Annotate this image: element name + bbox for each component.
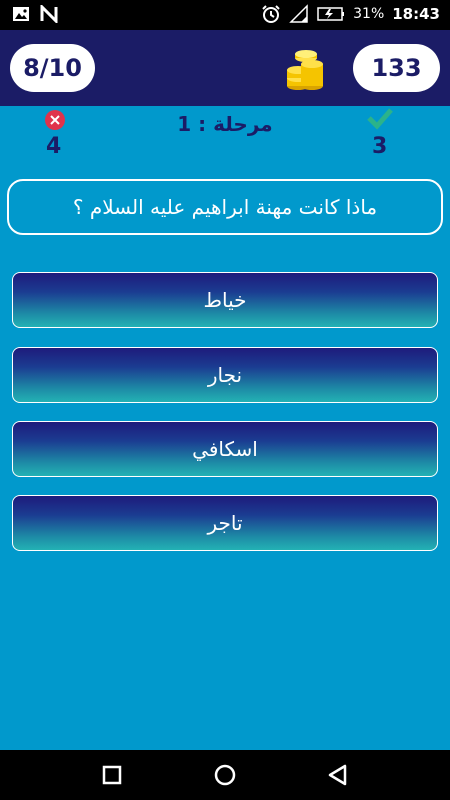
navigation-bar — [0, 750, 450, 800]
level-label: مرحلة : 1 — [177, 112, 273, 136]
answer-button-2[interactable]: نجار — [12, 347, 438, 403]
recents-button-icon[interactable] — [100, 763, 124, 787]
wifi-icon — [289, 4, 309, 24]
alarm-icon — [261, 4, 281, 24]
correct-answers-count: 3 — [372, 134, 388, 159]
correct-answers-icon — [366, 106, 394, 130]
charging-battery-icon — [317, 5, 345, 23]
answer-button-1[interactable]: خياط — [12, 272, 438, 328]
wrong-answers-icon — [45, 110, 65, 130]
question-progress: 8/10 — [10, 44, 95, 92]
game-header — [0, 30, 450, 106]
gallery-icon — [12, 6, 30, 22]
wrong-answers-count: 4 — [46, 134, 62, 159]
back-button-icon[interactable] — [326, 763, 350, 787]
battery-percent: 31% — [353, 6, 385, 22]
coins-count: 133 — [353, 44, 440, 92]
coins-stack-icon[interactable] — [284, 48, 324, 92]
level-row — [0, 106, 450, 166]
status-bar — [0, 0, 450, 30]
home-button-icon[interactable] — [213, 763, 237, 787]
answer-button-4[interactable]: تاجر — [12, 495, 438, 551]
clock: 18:43 — [392, 5, 440, 23]
question-box: ماذا كانت مهنة ابراهيم عليه السلام ؟ — [7, 179, 443, 235]
answer-button-3[interactable]: اسكافي — [12, 421, 438, 477]
n-notification-icon — [40, 5, 58, 23]
